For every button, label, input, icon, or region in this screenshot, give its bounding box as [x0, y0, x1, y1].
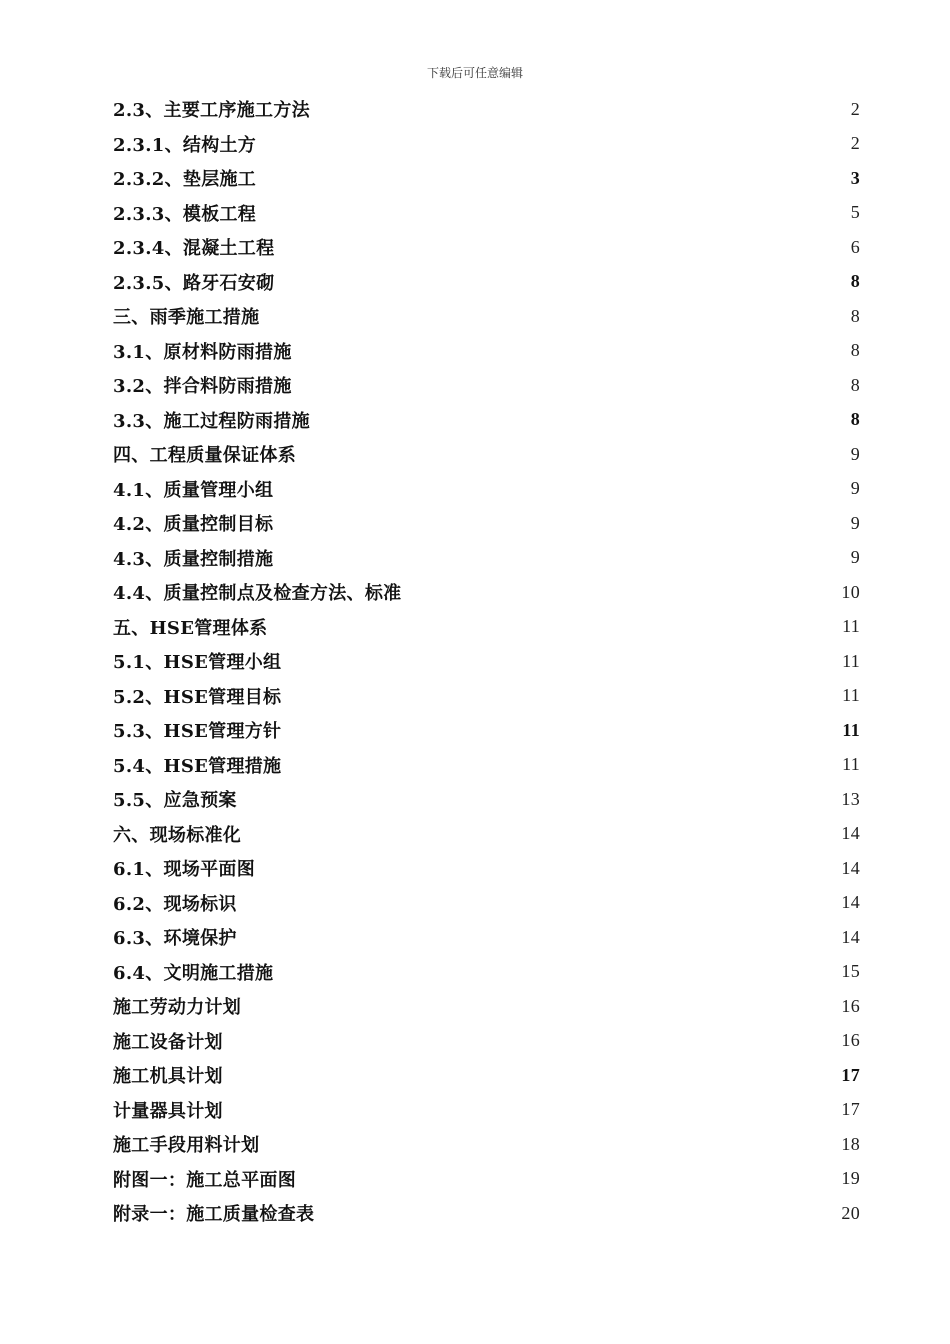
page-header: 下载后可任意编辑: [426, 66, 523, 80]
toc-entry-title: 2.3.3、模板工程: [113, 203, 257, 225]
toc-entry[interactable]: [113, 748, 860, 783]
toc-entry-page-number: 6: [850, 236, 860, 257]
toc-entry-page-number: 11: [842, 685, 860, 706]
toc-entry-title: 6.1、现场平面图: [113, 859, 256, 881]
toc-entry[interactable]: [113, 644, 860, 679]
toc-entry-page-number: 8: [850, 340, 860, 361]
toc-entry-title: 4.2、质量控制目标: [113, 514, 274, 536]
toc-entry-page-number: 9: [850, 547, 860, 568]
toc-entry[interactable]: [113, 1127, 860, 1162]
toc-entry-title: 3.1、原材料防雨措施: [113, 341, 292, 363]
toc-entry[interactable]: [113, 851, 860, 886]
toc-entry[interactable]: [113, 575, 860, 610]
toc-entry-page-number: 11: [842, 754, 860, 775]
toc-entry-title: 四、工程质量保证体系: [113, 445, 296, 467]
toc-entry[interactable]: [113, 989, 860, 1024]
toc-entry[interactable]: [113, 817, 860, 852]
toc-entry[interactable]: [113, 403, 860, 438]
toc-entry[interactable]: [113, 920, 860, 955]
toc-entry[interactable]: [113, 1058, 860, 1093]
table-of-contents: [113, 92, 860, 1231]
toc-entry[interactable]: [113, 127, 860, 162]
toc-entry-title: 4.1、质量管理小组: [113, 479, 274, 501]
toc-entry-page-number: 16: [841, 995, 860, 1016]
toc-entry-title: 六、现场标准化: [113, 824, 242, 846]
toc-entry-page-number: 8: [850, 374, 860, 395]
toc-entry-title: 三、雨季施工措施: [113, 307, 260, 329]
toc-entry-page-number: 20: [841, 1202, 860, 1223]
toc-entry-title: 5.5、应急预案: [113, 790, 237, 812]
toc-entry-page-number: 19: [841, 1168, 860, 1189]
toc-entry-title: 6.3、环境保护: [113, 928, 237, 950]
toc-entry[interactable]: [113, 472, 860, 507]
toc-entry-title: 施工劳动力计划: [113, 997, 242, 1019]
toc-entry[interactable]: [113, 955, 860, 990]
toc-entry-page-number: 14: [841, 823, 860, 844]
toc-entry-page-number: 17: [841, 1099, 860, 1120]
toc-entry-title: 5.1、HSE管理小组: [113, 652, 282, 674]
toc-entry-page-number: 3: [850, 167, 860, 188]
toc-entry-title: 五、HSE管理体系: [113, 617, 268, 639]
toc-entry[interactable]: [113, 437, 860, 472]
toc-entry-page-number: 8: [850, 271, 860, 292]
toc-entry[interactable]: [113, 196, 860, 231]
toc-entry-page-number: 16: [841, 1030, 860, 1051]
toc-entry-title: 2.3.2、垫层施工: [113, 169, 257, 191]
toc-entry-page-number: 9: [850, 478, 860, 499]
toc-entry-title: 4.3、质量控制措施: [113, 548, 274, 570]
toc-entry-page-number: 15: [841, 961, 860, 982]
toc-entry-title: 施工设备计划: [113, 1031, 223, 1053]
toc-entry[interactable]: [113, 1162, 860, 1197]
toc-entry-page-number: 14: [841, 857, 860, 878]
toc-entry[interactable]: [113, 1024, 860, 1059]
toc-entry[interactable]: [113, 230, 860, 265]
toc-entry[interactable]: [113, 1093, 860, 1128]
toc-entry-title: 5.4、HSE管理措施: [113, 755, 282, 777]
toc-entry-page-number: 11: [842, 616, 860, 637]
toc-entry-title: 2.3、主要工序施工方法: [113, 100, 310, 122]
toc-entry-title: 施工手段用料计划: [113, 1135, 260, 1157]
toc-entry-title: 6.2、现场标识: [113, 893, 237, 915]
toc-entry-page-number: 2: [850, 98, 860, 119]
toc-entry[interactable]: [113, 368, 860, 403]
toc-entry[interactable]: [113, 161, 860, 196]
toc-entry-title: 2.3.4、混凝土工程: [113, 238, 275, 260]
toc-entry-page-number: 8: [850, 305, 860, 326]
toc-entry[interactable]: [113, 541, 860, 576]
toc-entry-title: 5.3、HSE管理方针: [113, 721, 282, 743]
toc-entry[interactable]: [113, 679, 860, 714]
toc-entry-page-number: 11: [842, 650, 860, 671]
toc-entry-title: 3.2、拌合料防雨措施: [113, 376, 292, 398]
toc-entry-page-number: 13: [841, 788, 860, 809]
toc-entry-title: 2.3.5、路牙石安砌: [113, 272, 275, 294]
toc-entry[interactable]: [113, 886, 860, 921]
toc-entry[interactable]: [113, 782, 860, 817]
toc-entry[interactable]: [113, 1196, 860, 1231]
toc-entry-title: 4.4、质量控制点及检查方法、标准: [113, 583, 402, 605]
toc-entry-page-number: 17: [841, 1064, 860, 1085]
toc-entry-title: 3.3、施工过程防雨措施: [113, 410, 310, 432]
toc-entry-page-number: 14: [841, 926, 860, 947]
toc-entry-page-number: 8: [850, 409, 860, 430]
toc-entry[interactable]: [113, 299, 860, 334]
toc-entry[interactable]: [113, 610, 860, 645]
toc-entry-page-number: 14: [841, 892, 860, 913]
toc-entry-page-number: 5: [850, 202, 860, 223]
toc-entry-page-number: 9: [850, 512, 860, 533]
toc-entry-title: 2.3.1、结构土方: [113, 134, 257, 156]
toc-entry-title: 6.4、文明施工措施: [113, 962, 274, 984]
toc-entry-page-number: 10: [841, 581, 860, 602]
toc-entry[interactable]: [113, 265, 860, 300]
toc-entry-title: 5.2、HSE管理目标: [113, 686, 282, 708]
toc-entry-page-number: 2: [850, 133, 860, 154]
toc-entry-title: 附图一：施工总平面图: [113, 1169, 296, 1191]
toc-entry[interactable]: [113, 334, 860, 369]
toc-entry-title: 附录一：施工质量检查表: [113, 1204, 315, 1226]
toc-entry[interactable]: [113, 713, 860, 748]
toc-entry-title: 计量器具计划: [113, 1100, 223, 1122]
toc-entry-page-number: 9: [850, 443, 860, 464]
toc-entry-page-number: 18: [841, 1133, 860, 1154]
toc-entry-page-number: 11: [842, 719, 860, 740]
toc-entry[interactable]: [113, 506, 860, 541]
toc-entry[interactable]: [113, 92, 860, 127]
toc-entry-title: 施工机具计划: [113, 1066, 223, 1088]
